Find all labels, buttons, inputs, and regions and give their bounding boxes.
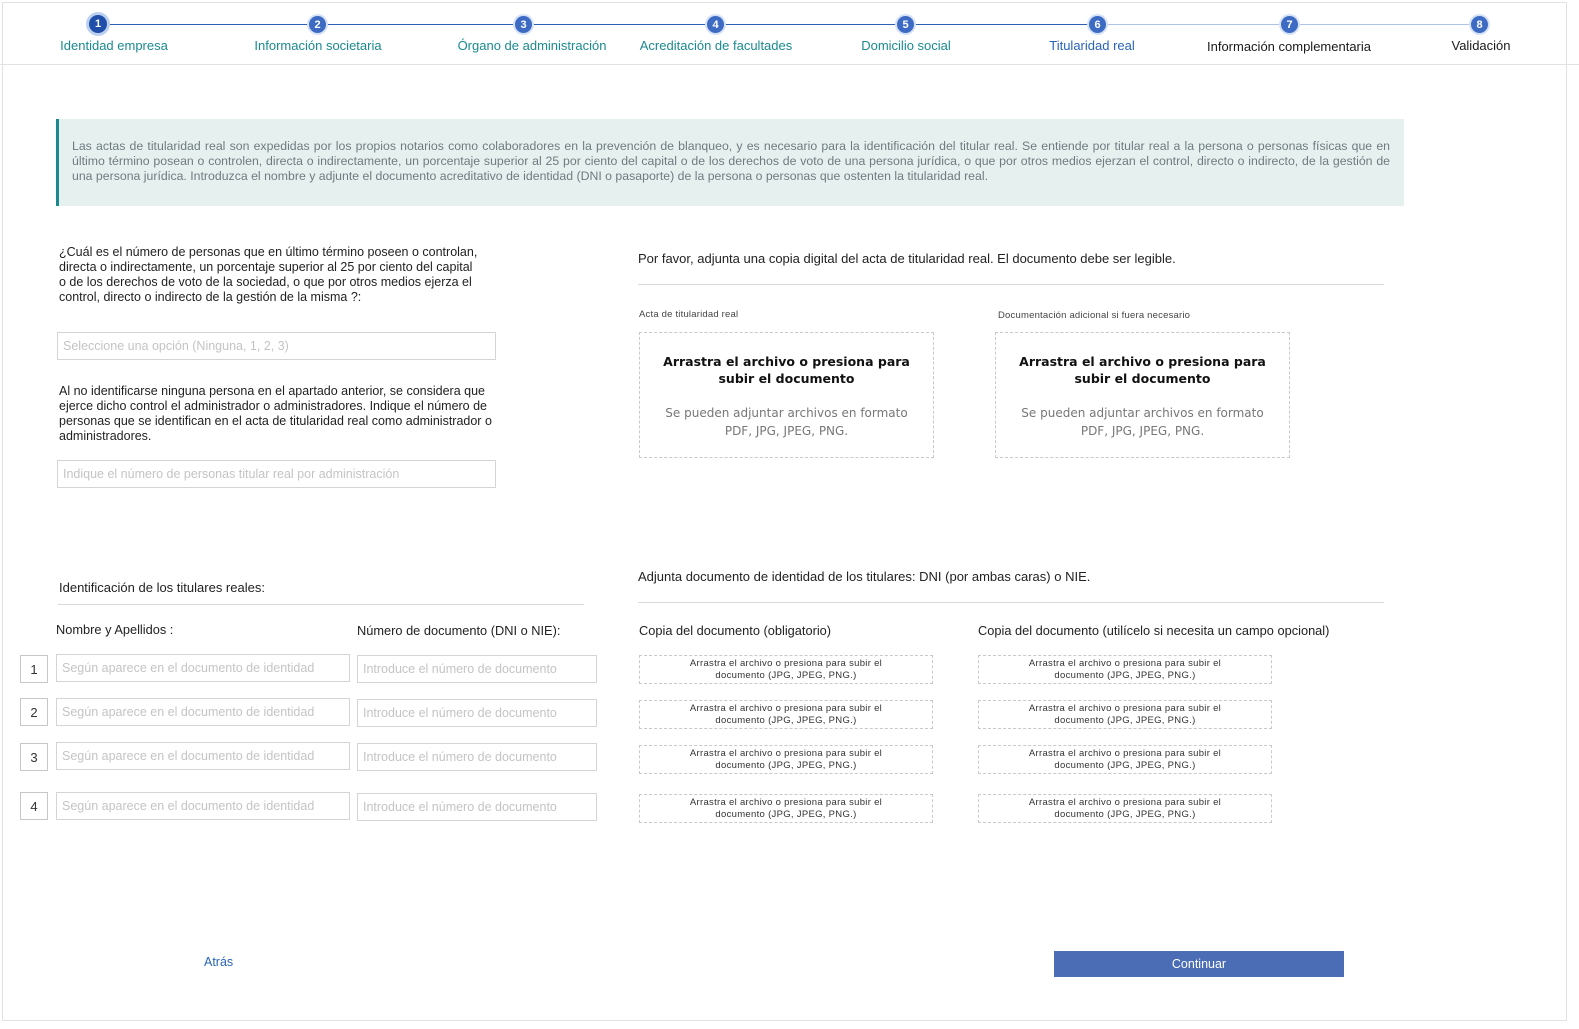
holders-title: Identificación de los titulares reales: [59, 580, 265, 595]
holder-doc-input-3[interactable]: Introduce el número de documento [357, 743, 597, 771]
step-label-identidad-empresa[interactable]: Identidad empresa [60, 38, 168, 53]
step-dot-3[interactable]: 3 [515, 16, 532, 33]
step-label-acreditacion-facultades[interactable]: Acreditación de facultades [639, 38, 793, 53]
dropzone-text-line2: documento (JPG, JPEG, PNG.) [715, 714, 857, 726]
dropzone-text-line1: Arrastra el archivo o presiona para subir el [1028, 658, 1222, 669]
progress-stepper [0, 0, 1579, 65]
step-dot-1[interactable]: 1 [89, 15, 107, 33]
dropzone-text-line1: Arrastra el archivo o presiona para subir el [689, 703, 883, 714]
dropzone-text-line1: Arrastra el archivo o presiona para subir el [1028, 703, 1222, 714]
id-doc-dropzone-mandatory-4[interactable] [639, 794, 933, 823]
info-banner: Las actas de titularidad real son expedidas por los propios notarios como colaboradores en la prevención de blanqueo, y es necesario para la identificación del titular real. Se entiende por titular real a la persona o personas físicas que en último término posean o controlen, directa o indirectamente, un porcentaje superior al 25 por ciento del capital o de los derechos de voto de una persona jurídica, o que por otros medios ejerzan el control, directo o indirecto, de la gestión de una persona jurídica. Introduzca el nombre y adjunte el documento acreditativo de identidad (DNI o pasaporte) de la persona o personas que ostenten la titularidad real. [56, 119, 1404, 206]
step-dot-7[interactable]: 7 [1281, 16, 1298, 33]
owners-count-select[interactable]: Seleccione una opción (Ninguna, 1, 2, 3) [57, 332, 496, 360]
acta-dropzone[interactable] [639, 332, 934, 458]
dropzone-text-line2: documento (JPG, JPEG, PNG.) [715, 759, 857, 771]
id-docs-title: Adjunta documento de identidad de los titulares: DNI (por ambas caras) o NIE. [638, 569, 1091, 584]
id-doc-dropzone-optional-1[interactable] [978, 655, 1272, 684]
question-admin-count: Al no identificarse ninguna persona en el apartado anterior, se considera que ejerce dicho control el administrador o administradores. Indique el número de personas que se identifican en el acta de titularidad real como administrador o administradores. [59, 384, 492, 443]
step-dot-2[interactable]: 2 [309, 16, 326, 33]
dropzone-text-line1: Arrastra el archivo o presiona para subir el [1028, 748, 1222, 759]
holder-name-input-1[interactable]: Según aparece en el documento de identidad [56, 654, 350, 682]
holder-index-2: 2 [20, 698, 48, 726]
holder-doc-input-2[interactable]: Introduce el número de documento [357, 699, 597, 727]
dropzone-text-line1: Arrastra el archivo o presiona para subir el [689, 658, 883, 669]
back-link[interactable]: Atrás [204, 955, 234, 969]
holder-name-input-3[interactable]: Según aparece en el documento de identidad [56, 742, 350, 770]
dropzone-text-line2: documento (JPG, JPEG, PNG.) [715, 669, 857, 681]
additional-docs-dropzone[interactable] [995, 332, 1290, 458]
id-doc-dropzone-optional-3[interactable] [978, 745, 1272, 774]
admin-count-input[interactable]: Indique el número de personas titular real por administración [57, 460, 496, 488]
dropzone-text-line1: Arrastra el archivo o presiona para subir el [689, 797, 883, 808]
continue-button[interactable]: Continuar [1054, 951, 1344, 977]
step-label-domicilio-social[interactable]: Domicilio social [861, 38, 951, 53]
step-dot-4[interactable]: 4 [707, 16, 724, 33]
step-label-validacion: Validación [1451, 38, 1511, 53]
holder-name-input-4[interactable]: Según aparece en el documento de identidad [56, 792, 350, 820]
additional-dropzone-title: Arrastra el archivo o presiona para subir el documento [1019, 354, 1266, 386]
step-dot-5[interactable]: 5 [897, 16, 914, 33]
dropzone-text-line2: documento (JPG, JPEG, PNG.) [1054, 808, 1196, 820]
id-doc-dropzone-mandatory-3[interactable] [639, 745, 933, 774]
additional-dropzone-formats: Se pueden adjuntar archivos en formato PDF, JPG, JPEG, PNG. [1021, 406, 1264, 438]
holder-doc-input-1[interactable]: Introduce el número de documento [357, 655, 597, 683]
id-doc-dropzone-mandatory-2[interactable] [639, 700, 933, 729]
question-owners-count: ¿Cuál es el número de personas que en último término poseen o controlan, directa o indirectamente, un porcentaje superior al 25 por ciento del capital o de los derechos de voto de la sociedad, o que por otros medios ejerza el control, directo o indirecto de la gestión de la misma ?: [59, 245, 478, 304]
dropzone-text-line2: documento (JPG, JPEG, PNG.) [1054, 714, 1196, 726]
id-doc-dropzone-optional-4[interactable] [978, 794, 1272, 823]
step-dot-8[interactable]: 8 [1471, 16, 1488, 33]
dropzone-text-line1: Arrastra el archivo o presiona para subir el [1028, 797, 1222, 808]
step-label-titularidad-real[interactable]: Titularidad real [1049, 38, 1135, 53]
holder-index-1: 1 [20, 655, 48, 683]
mandatory-copy-header: Copia del documento (obligatorio) [639, 623, 832, 638]
acta-upload-label: Acta de titularidad real [639, 309, 739, 320]
holder-index-3: 3 [20, 743, 48, 771]
step-dot-6[interactable]: 6 [1089, 16, 1106, 33]
holders-divider [58, 604, 584, 605]
dropzone-text-line2: documento (JPG, JPEG, PNG.) [715, 808, 857, 820]
step-label-informacion-societaria[interactable]: Información societaria [254, 38, 382, 53]
acta-dropzone-formats: Se pueden adjuntar archivos en formato PDF, JPG, JPEG, PNG. [665, 406, 908, 438]
dropzone-text-line2: documento (JPG, JPEG, PNG.) [1054, 759, 1196, 771]
id-doc-dropzone-optional-2[interactable] [978, 700, 1272, 729]
optional-copy-header: Copia del documento (utilícelo si necesita un campo opcional) [978, 623, 1330, 638]
doc-column-header: Número de documento (DNI o NIE): [357, 623, 561, 638]
dropzone-text-line2: documento (JPG, JPEG, PNG.) [1054, 669, 1196, 681]
stepper-progress-line [98, 24, 1097, 25]
dropzone-text-line1: Arrastra el archivo o presiona para subir el [689, 748, 883, 759]
holder-doc-input-4[interactable]: Introduce el número de documento [357, 793, 597, 821]
holder-index-4: 4 [20, 792, 48, 820]
holder-name-input-2[interactable]: Según aparece en el documento de identidad [56, 698, 350, 726]
id-docs-divider [638, 602, 1384, 603]
step-label-informacion-complementaria: Información complementaria [1206, 39, 1372, 54]
additional-docs-label: Documentación adicional si fuera necesario [998, 310, 1191, 321]
name-column-header: Nombre y Apellidos : [56, 622, 174, 637]
id-doc-dropzone-mandatory-1[interactable] [639, 655, 933, 684]
upload-divider [638, 284, 1384, 285]
acta-dropzone-title: Arrastra el archivo o presiona para subir el documento [663, 354, 910, 386]
step-label-organo-administracion[interactable]: Órgano de administración [457, 38, 607, 53]
upload-section-title: Por favor, adjunta una copia digital del acta de titularidad real. El documento debe ser legible. [638, 251, 1176, 266]
